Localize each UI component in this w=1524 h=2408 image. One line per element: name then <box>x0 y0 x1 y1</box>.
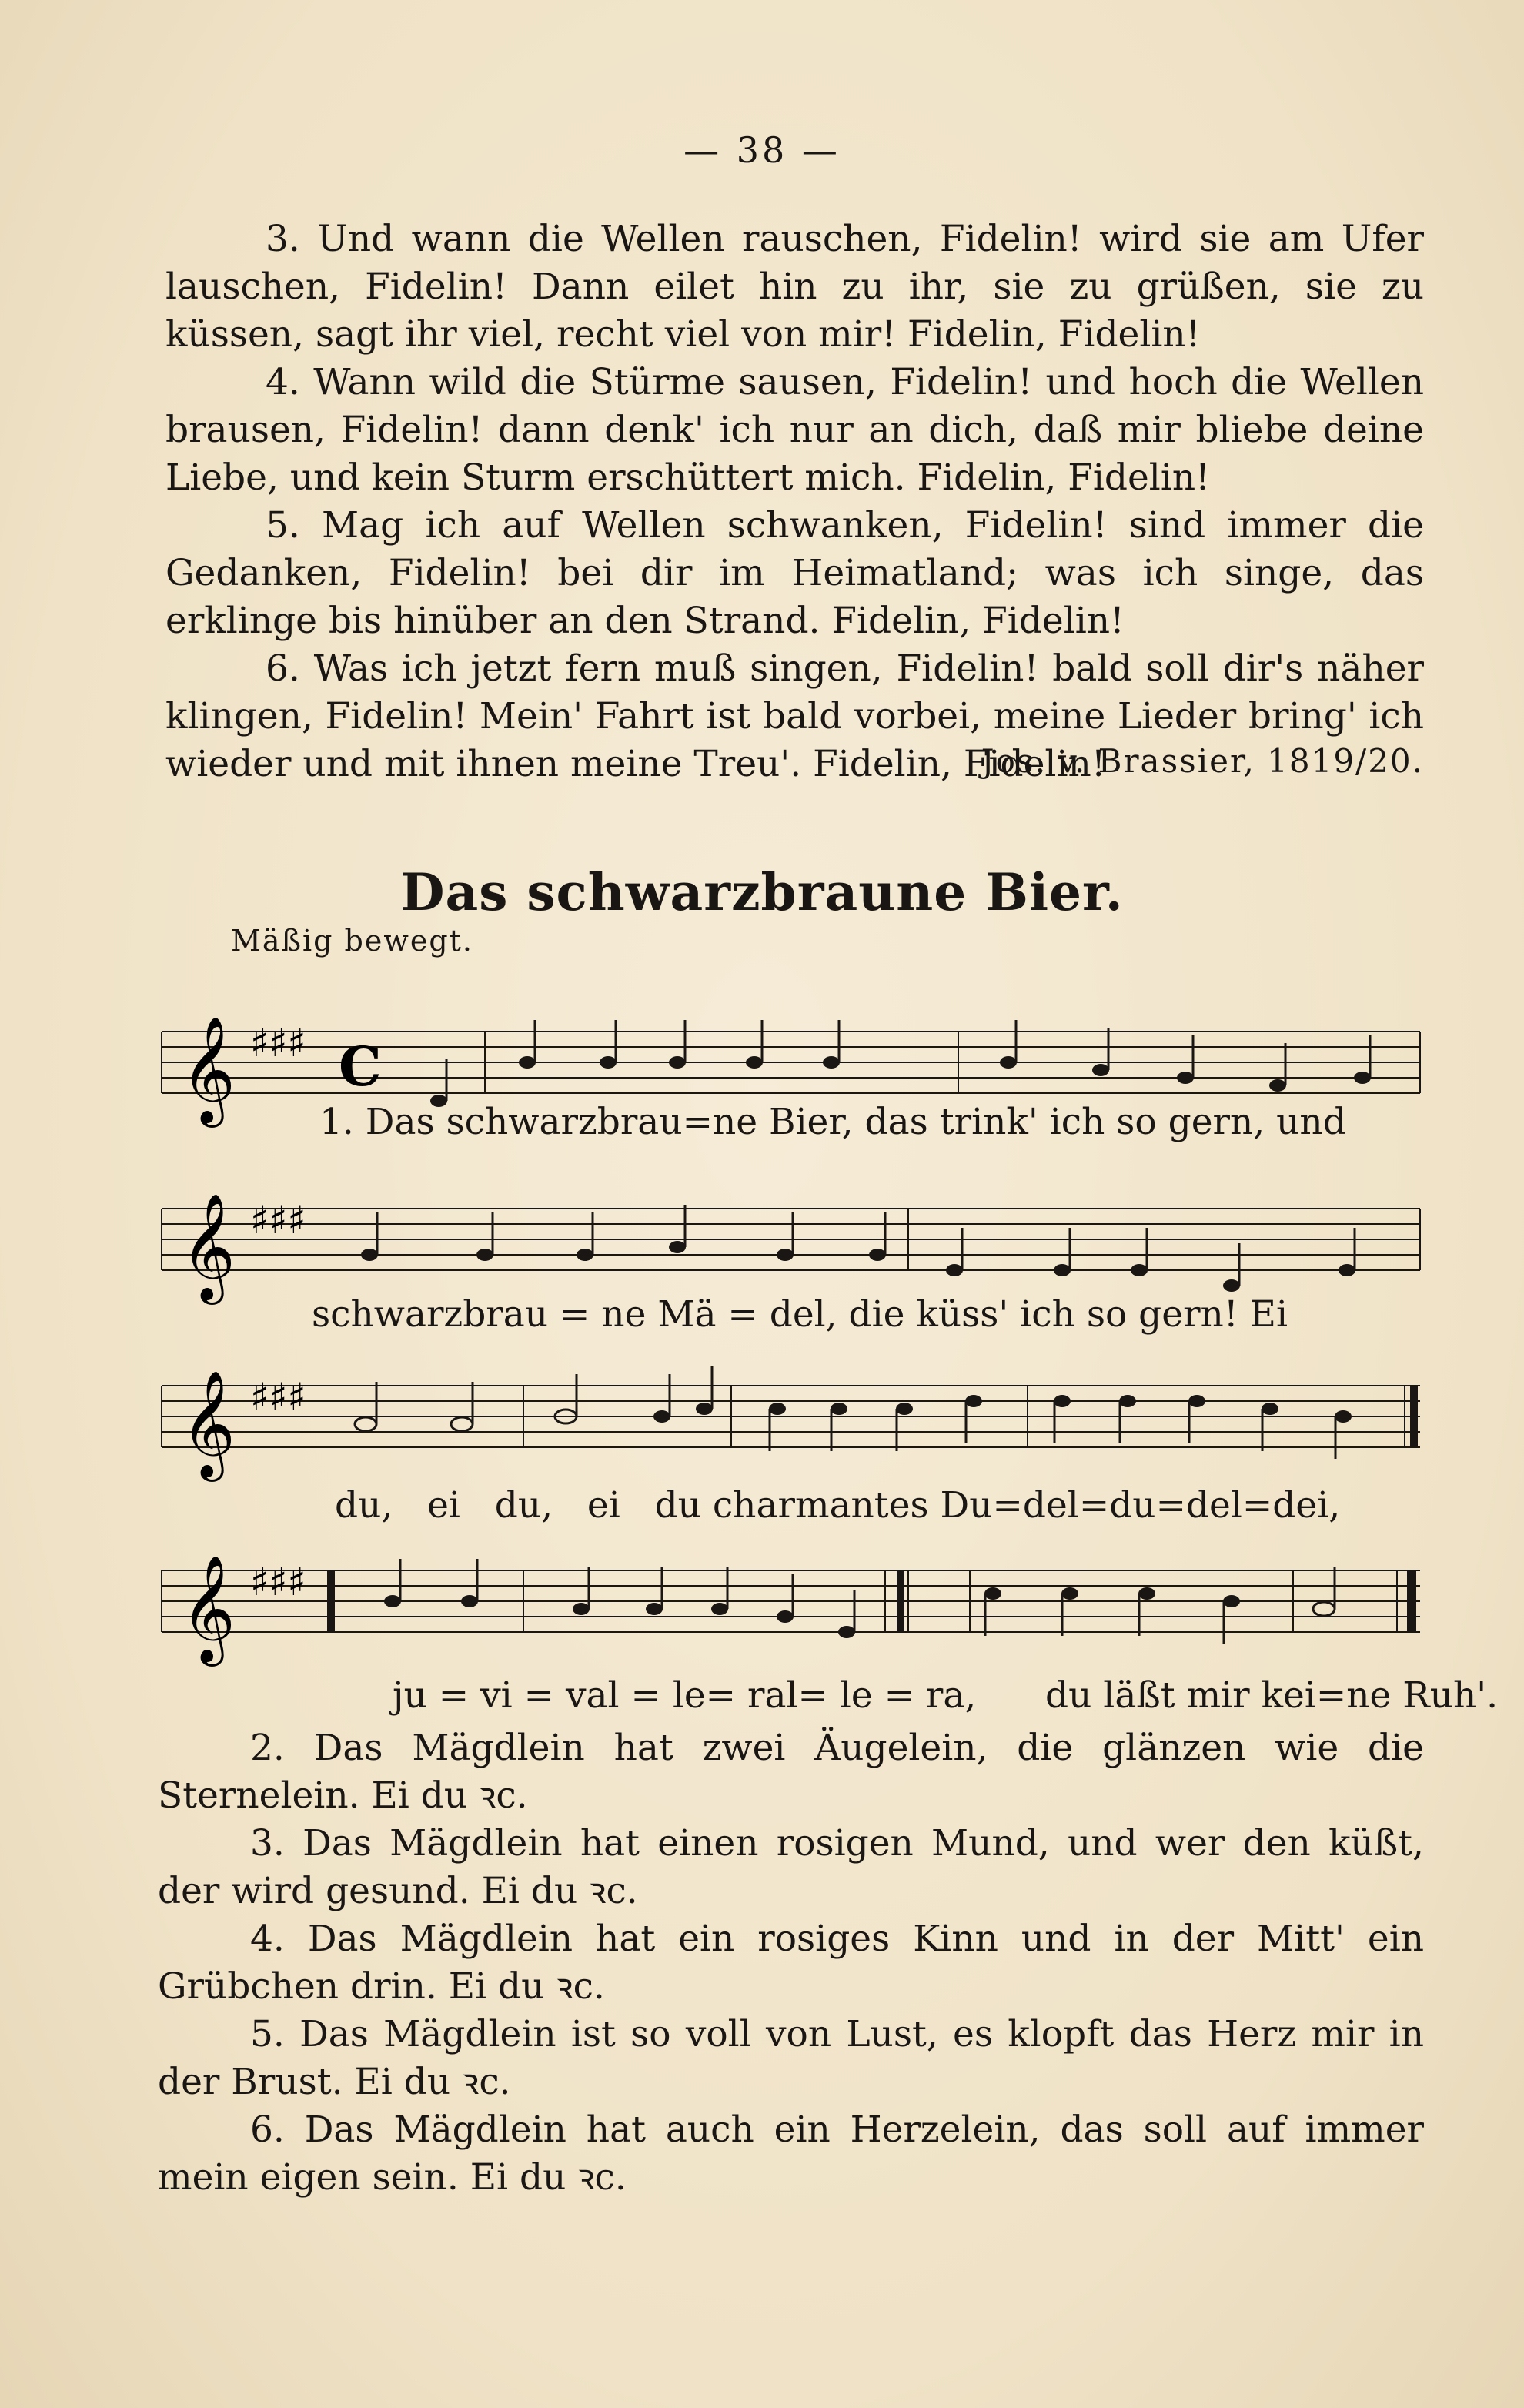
song-stanzas <box>158 1724 1424 2202</box>
stanza-3: 3. Das Mägdlein hat einen rosigen Mund, und wer den küßt, der wird gesund. Ei du ꝛc. <box>158 1822 1424 1912</box>
stanza-6: 6. Das Mägdlein hat auch ein Herzelein, das soll auf immer mein eigen sein. Ei du ꝛc. <box>158 2109 1424 2199</box>
verse-4: 4. Wann wild die Stürme sausen, Fidelin! und hoch die Wellen brausen, Fidelin! dann denk' ich nur an dich, daß mir bliebe deine Liebe, und kein Sturm erschüttert mich. Fidelin, Fidelin! <box>165 361 1424 499</box>
attribution: Jos. v. Brassier, 1819/20. <box>981 742 1424 780</box>
svg-text:♯♯♯: ♯♯♯ <box>250 1198 306 1242</box>
verse-3: 3. Und wann die Wellen rauschen, Fidelin! wird sie am Ufer lauschen, Fidelin! Dann eilet hin zu ihr, sie zu grüßen, sie zu küssen, sagt ihr viel, recht viel von mir! Fidelin, Fidelin! <box>165 218 1424 356</box>
stanza-2: 2. Das Mägdlein hat zwei Äugelein, die glänzen wie die Sternelein. Ei du ꝛc. <box>158 1727 1424 1817</box>
staff-system-1 <box>0 985 1524 1178</box>
svg-text:♯♯♯: ♯♯♯ <box>250 1021 306 1065</box>
stanza-5: 5. Das Mägdlein ist so voll von Lust, es klopft das Herz mir in der Brust. Ei du ꝛc. <box>158 2013 1424 2103</box>
treble-clef-icon: 𝄞 <box>181 1016 236 1123</box>
lyric-line-1: 1. Das schwarzbrau=ne Bier, das trink' ich so gern, und <box>319 1101 1346 1143</box>
svg-text:♯♯♯: ♯♯♯ <box>250 1560 306 1604</box>
lyric-line-3: du, ei du, ei du charmantes Du=del=du=del=dei, <box>335 1484 1341 1527</box>
treble-clef-icon: 𝄞 <box>181 1370 236 1477</box>
verse-6: 6. Was ich jetzt fern muß singen, Fidelin! bald soll dir's näher klingen, Fidelin! Mein' Fahrt ist bald vorbei, meine Lieder bring' ich wieder und mit ihnen meine Treu'. Fidelin, Fidelin! <box>165 647 1424 785</box>
treble-clef-icon: 𝄞 <box>181 1193 236 1300</box>
song-title: Das schwarzbraune Bier. <box>400 862 1124 922</box>
lyric-line-4: ju = vi = val = le= ral= le = ra, du läßt mir kei=ne Ruh'. <box>393 1674 1499 1717</box>
svg-text:♯♯♯: ♯♯♯ <box>250 1375 306 1420</box>
previous-song-verses <box>165 216 1424 785</box>
tempo-marking: Mäßig bewegt. <box>231 924 474 958</box>
svg-text:C: C <box>339 1035 382 1099</box>
stanza-4: 4. Das Mägdlein hat ein rosiges Kinn und in der Mitt' ein Grübchen drin. Ei du ꝛc. <box>158 1918 1424 2008</box>
treble-clef-icon: 𝄞 <box>181 1555 236 1662</box>
page-number: — 38 — <box>683 129 841 171</box>
lyric-line-2: schwarzbrau = ne Mä = del, die küss' ich so gern! Ei <box>312 1293 1288 1336</box>
verse-5: 5. Mag ich auf Wellen schwanken, Fidelin! sind immer die Gedanken, Fidelin! bei dir im Heimatland; was ich singe, das erklinge bis hinüber an den Strand. Fidelin, Fidelin! <box>165 504 1424 642</box>
